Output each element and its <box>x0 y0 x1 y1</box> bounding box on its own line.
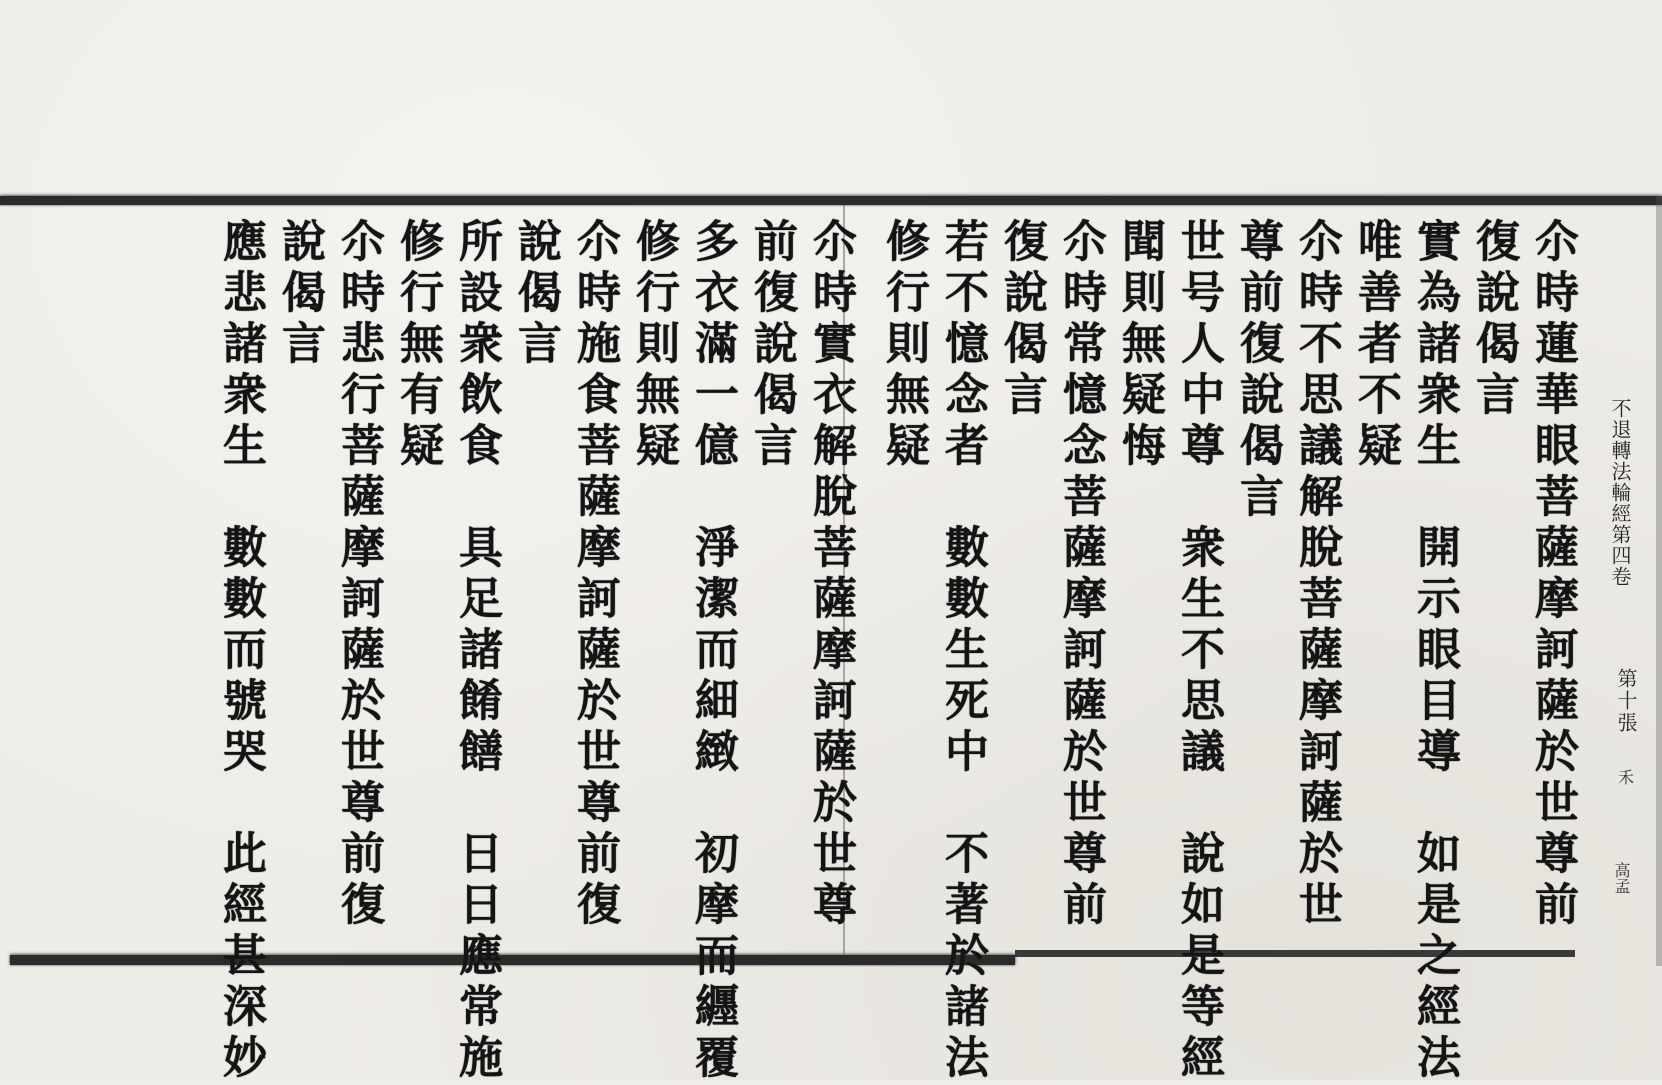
text-column: 尒時常憶念菩薩摩訶薩於世尊前 <box>1055 218 1106 932</box>
text-column: 多衣滿一億 淨潔而細緻 初摩而纒覆 <box>687 218 738 1085</box>
text-column: 聞則無疑悔 <box>1114 218 1165 473</box>
text-column: 說偈言 <box>510 218 561 371</box>
margin-title: 不退轉法輪經第四卷 <box>1608 398 1632 587</box>
text-column: 修行則無疑 <box>878 218 929 473</box>
text-column: 尒時實衣解脫菩薩摩訶薩於世尊 <box>805 218 856 932</box>
text-column: 應悲諸衆生 數數而號哭 此經甚深妙 <box>215 218 266 1085</box>
text-column: 尒時悲行菩薩摩訶薩於世尊前復 <box>333 218 384 932</box>
text-column: 前復說偈言 <box>746 218 797 473</box>
text-column: 說偈言 <box>274 218 325 371</box>
text-column: 復說偈言 <box>1468 218 1519 422</box>
bottom-border-rule <box>10 955 1015 965</box>
text-column: 尊前復說偈言 <box>1232 218 1283 524</box>
margin-small-mark: 禾 <box>1618 768 1635 787</box>
text-column: 世号人中尊 衆生不思議 說如是等經 <box>1173 218 1224 1085</box>
text-column: 實為諸衆生 開示眼目導 如是之經法 <box>1409 218 1460 1085</box>
text-column: 唯善者不疑 <box>1350 218 1401 473</box>
text-column: 若不憶念者 數數生死中 不著於諸法 <box>937 218 988 1085</box>
text-column: 尒時不思議解脫菩薩摩訶薩於世 <box>1291 218 1342 932</box>
text-column: 所設衆飲食 具足諸餚饍 日日應常施 <box>451 218 502 1085</box>
text-column: 尒時施食菩薩摩訶薩於世尊前復 <box>569 218 620 932</box>
bottom-border-rule-right <box>1015 950 1575 957</box>
right-frame-edge <box>1656 196 1662 966</box>
top-border-rule <box>0 196 1662 205</box>
text-column: 修行則無疑 <box>628 218 679 473</box>
text-column: 修行無有疑 <box>392 218 443 473</box>
carver-mark: 高孟 <box>1612 862 1631 894</box>
text-column: 尒時蓮華眼菩薩摩訶薩於世尊前 <box>1527 218 1578 932</box>
page-number: 第十張 <box>1614 668 1638 734</box>
text-column: 復說偈言 <box>996 218 1047 422</box>
